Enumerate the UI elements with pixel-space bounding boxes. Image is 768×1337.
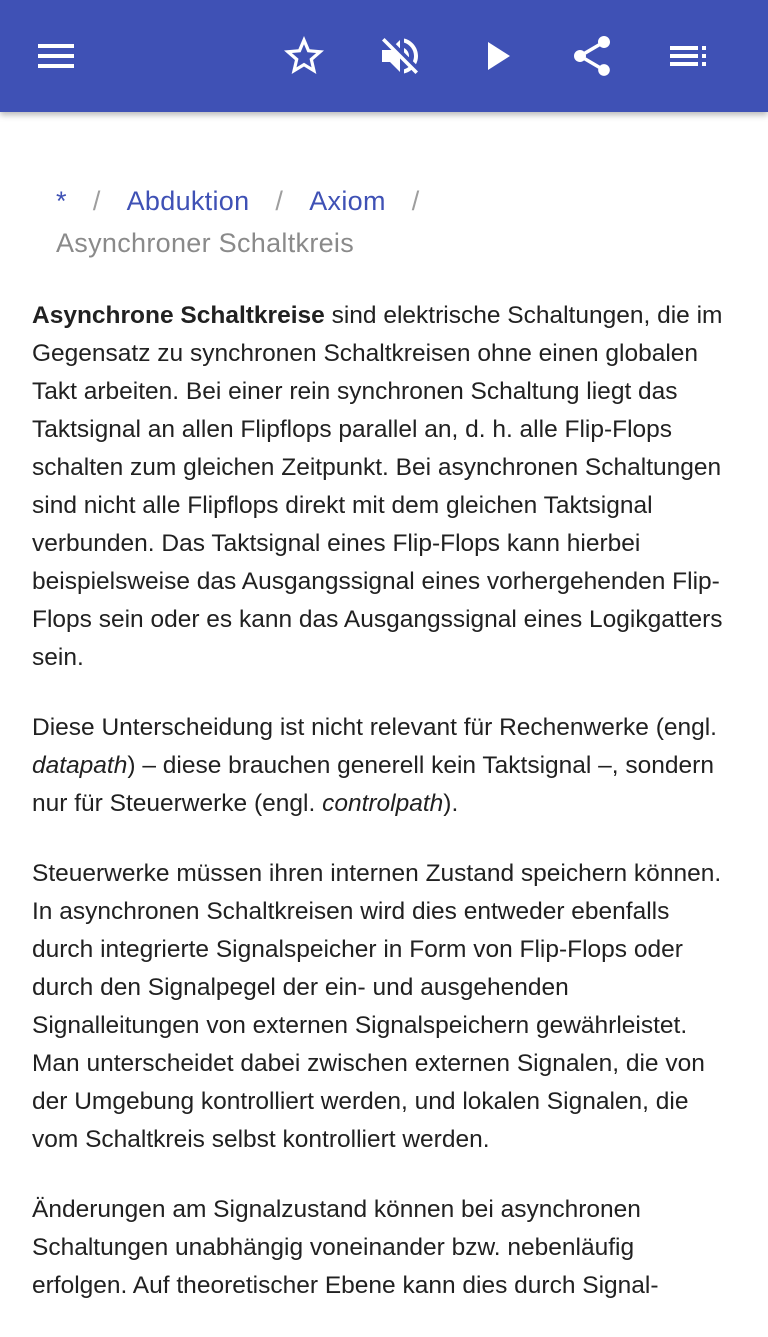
menu-button[interactable] (20, 20, 92, 92)
share-icon (568, 32, 616, 80)
breadcrumb-separator: / (92, 186, 101, 216)
paragraph-4: Änderungen am Signalzustand können bei asynchronen Schaltungen unabhängig voneinander bzw. nebenläufig erfolgen. Auf theoretischer Ebene kann dies durch Signal- (32, 1196, 659, 1299)
paragraph-2 (32, 709, 736, 823)
star-outline-icon (280, 32, 328, 80)
article-body (32, 297, 736, 1337)
breadcrumb-item-abduktion[interactable]: Abduktion (126, 186, 250, 216)
app-bar (0, 0, 768, 112)
play-icon (472, 32, 520, 80)
contents-button[interactable] (652, 20, 724, 92)
paragraph-text: sind elektrische Schaltungen, die im Gegensatz zu synchronen Schaltkreisen ohne einen globalen Takt arbeiten. Bei einer rein synchronen Schaltung liegt das Taktsignal an allen Flipflops parallel an, d. h. alle Flip-Flops schalten zum gleichen Zeitpunkt. Bei asynchronen Schaltungen sind nicht alle Flipflops direkt mit dem gleichen Taktsignal verbunden. Das Taktsignal eines Flip-Flops kann hierbei beispielsweise das Ausgangssignal eines vorhergehenden Flip-Flops sein oder es kann das Ausgangssignal eines Logikgatters sein. (32, 302, 723, 671)
bookmark-button[interactable] (268, 20, 340, 92)
breadcrumb-item-axiom[interactable]: Axiom (309, 186, 386, 216)
play-button[interactable] (460, 20, 532, 92)
breadcrumb-item-root[interactable]: * (56, 186, 67, 216)
mute-button[interactable] (364, 20, 436, 92)
paragraph-text: Diese Unterscheidung ist nicht relevant für Rechenwerke (engl. (32, 714, 717, 741)
article-title-term: Asynchrone Schaltkreise (32, 302, 325, 329)
breadcrumb-separator: / (275, 186, 284, 216)
paragraph-3: Steuerwerke müssen ihren internen Zustand speichern können. In asynchronen Schaltkreisen wird dies entweder ebenfalls durch integrierte Signalspeicher in Form von Flip-Flops oder durch den Signalpegel der ein- und ausgehenden Signalleitungen von externen Signalspeichern gewährleistet. Man unterscheidet dabei zwischen externen Signalen, die von der Umgebung kontrolliert werden, und lokalen Signalen, die vom Schaltkreis selbst kontrolliert werden. (32, 860, 722, 1153)
italic-term: datapath (32, 752, 128, 779)
share-button[interactable] (556, 20, 628, 92)
article-content (0, 112, 768, 1299)
playlist-icon (664, 32, 712, 80)
volume-off-icon (376, 32, 424, 80)
breadcrumb-separator: / (411, 186, 420, 216)
breadcrumb (56, 180, 736, 264)
menu-icon (32, 32, 80, 80)
italic-term: controlpath (322, 790, 444, 817)
paragraph-1 (32, 297, 736, 677)
paragraph-text: ). (443, 790, 459, 817)
paragraph-text: ) – diese brauchen generell kein Taktsignal –, sondern nur für Steuerwerke (engl. (32, 752, 714, 817)
breadcrumb-current: Asynchroner Schaltkreis (56, 228, 355, 258)
